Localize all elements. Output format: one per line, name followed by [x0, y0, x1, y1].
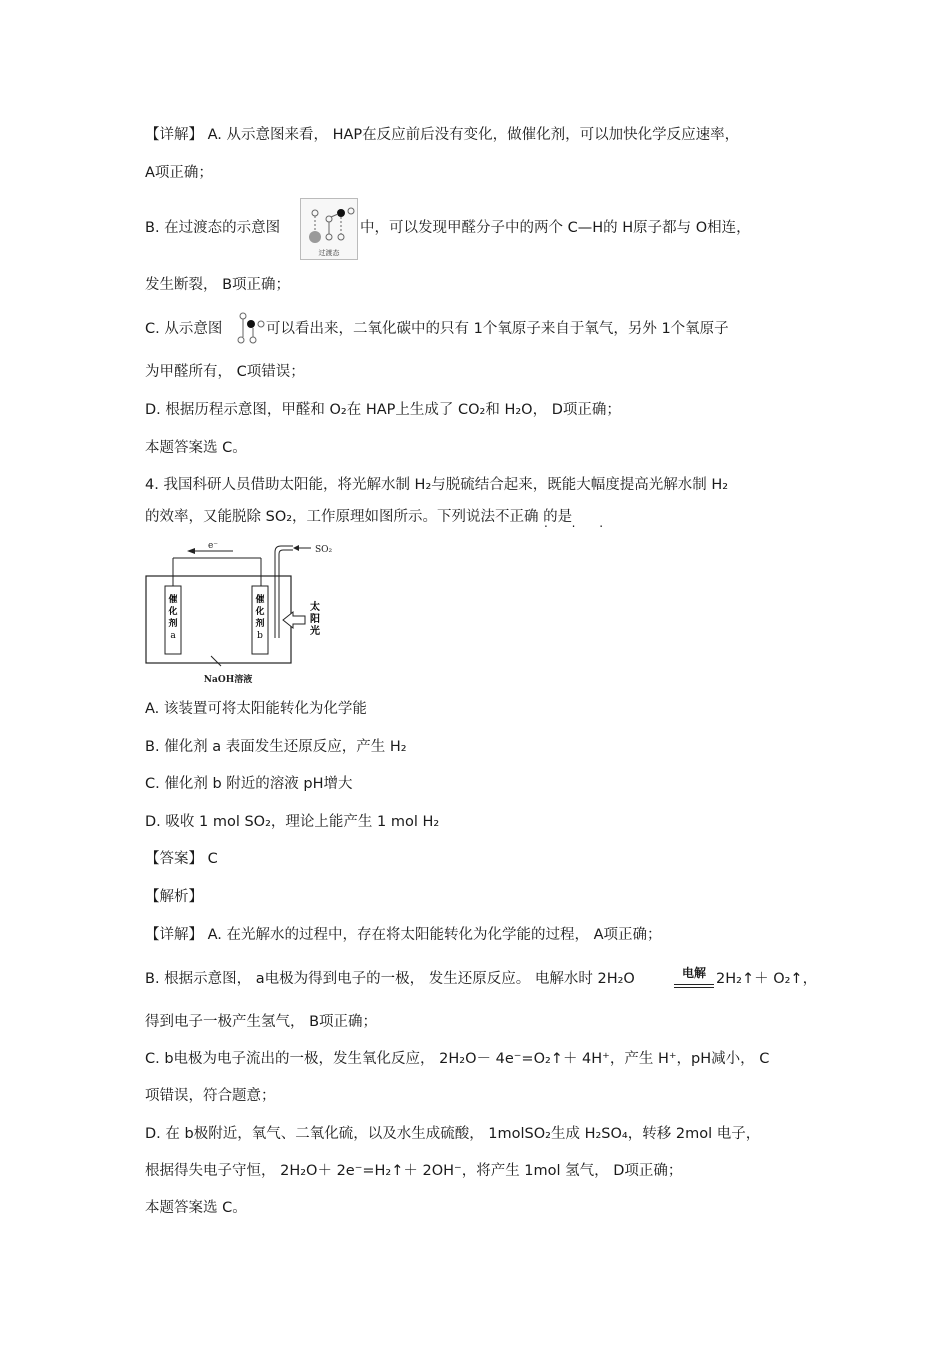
- catalyst-b-char: 催: [255, 595, 265, 605]
- catalyst-a-char: 剂: [168, 619, 178, 629]
- catalyst-a-char: 化: [168, 607, 178, 617]
- catalyst-a-char: a: [170, 631, 176, 641]
- text-line: A. 该装置可将太阳能转化为化学能: [145, 701, 367, 717]
- text-line: 【解析】: [145, 889, 203, 905]
- text-line: 4. 我国科研人员借助太阳能，将光解水制 H₂与脱硫结合起来，既能大幅度提高光解水制 H₂: [145, 477, 729, 493]
- catalyst-b-char: 剂: [255, 619, 265, 629]
- text-line: 本题答案选 C。: [145, 1200, 247, 1216]
- text-line: B. 在过渡态的示意图: [145, 220, 281, 236]
- text-line: B. 根据示意图， a电极为得到电子的一极， 发生还原反应。 电解水时 2H₂O: [145, 971, 635, 987]
- text-line: 【详解】 A. 从示意图来看， HAP在反应前后没有变化，做催化剂，可以加快化学反应速率，: [145, 127, 740, 143]
- text-line: 得到电子一极产生氢气， B项正确；: [145, 1014, 378, 1030]
- text-line: 【详解】 A. 在光解水的过程中，存在将太阳能转化为化学能的过程， A项正确；: [145, 927, 662, 943]
- text-line: C. 从示意图: [145, 321, 223, 337]
- sunlight-char: 阳: [310, 614, 320, 625]
- text-line: 项错误，符合题意；: [145, 1088, 276, 1104]
- transition-caption: 过渡态: [318, 249, 340, 257]
- text-line: D. 根据历程示意图，甲醛和 O₂在 HAP上生成了 CO₂和 H₂O， D项正确；: [145, 402, 621, 418]
- transition-state-figure: [300, 198, 358, 260]
- catalyst-b-char: b: [257, 631, 263, 641]
- catalyst-b-char: 化: [255, 607, 265, 617]
- text-line: 可以看出来，二氧化碳中的只有 1个氧原子来自于氧气，另外 1个氧原子: [266, 321, 729, 337]
- text-line: 中，可以发现甲醛分子中的两个 C—H的 H原子都与 O相连，: [360, 220, 751, 236]
- equation-double-bar: [674, 984, 714, 988]
- text-line: 的效率，又能脱除 SO₂，工作原理如图所示。下列说法不正确 的是: [145, 509, 573, 525]
- electrolysis-condition: [674, 966, 714, 992]
- text-line: 2H₂↑＋ O₂↑，: [716, 971, 818, 987]
- text-line: C. b电极为电子流出的一极，发生氧化反应， 2H₂O－ 4e⁻=O₂↑＋ 4H⁺，产生 H⁺，pH减小， C: [145, 1051, 770, 1067]
- electrolysis-label: 电解: [681, 966, 706, 980]
- text-line: C. 催化剂 b 附近的溶液 pH增大: [145, 776, 353, 792]
- text-line: 发生断裂， B项正确；: [145, 277, 291, 293]
- text-line: D. 吸收 1 mol SO₂，理论上能产生 1 mol H₂: [145, 814, 440, 830]
- text-line: 【答案】 C: [145, 851, 218, 867]
- solution-label: NaOH溶液: [203, 675, 253, 685]
- sunlight-char: 光: [310, 626, 320, 637]
- catalyst-a-char: 催: [168, 595, 178, 605]
- sunlight-char: 太: [310, 602, 320, 613]
- text-line: 本题答案选 C。: [145, 440, 247, 456]
- emphasis-dots: . . .: [544, 516, 614, 530]
- text-line: B. 催化剂 a 表面发生还原反应，产生 H₂: [145, 739, 407, 755]
- apparatus-diagram: [143, 538, 343, 688]
- electron-label: e⁻: [207, 541, 219, 551]
- so2-label: SO₂: [315, 545, 333, 555]
- text-line: 为甲醛所有， C项错误；: [145, 364, 305, 380]
- co2-source-figure: [233, 310, 265, 346]
- text-line: D. 在 b极附近，氧气、二氧化硫，以及水生成硫酸， 1molSO₂生成 H₂SO₄，转移 2mol 电子，: [145, 1126, 761, 1142]
- text-line: A项正确；: [145, 165, 213, 181]
- text-line: 根据得失电子守恒， 2H₂O＋ 2e⁻=H₂↑＋ 2OH⁻，将产生 1mol 氢气， D项正确；: [145, 1163, 683, 1179]
